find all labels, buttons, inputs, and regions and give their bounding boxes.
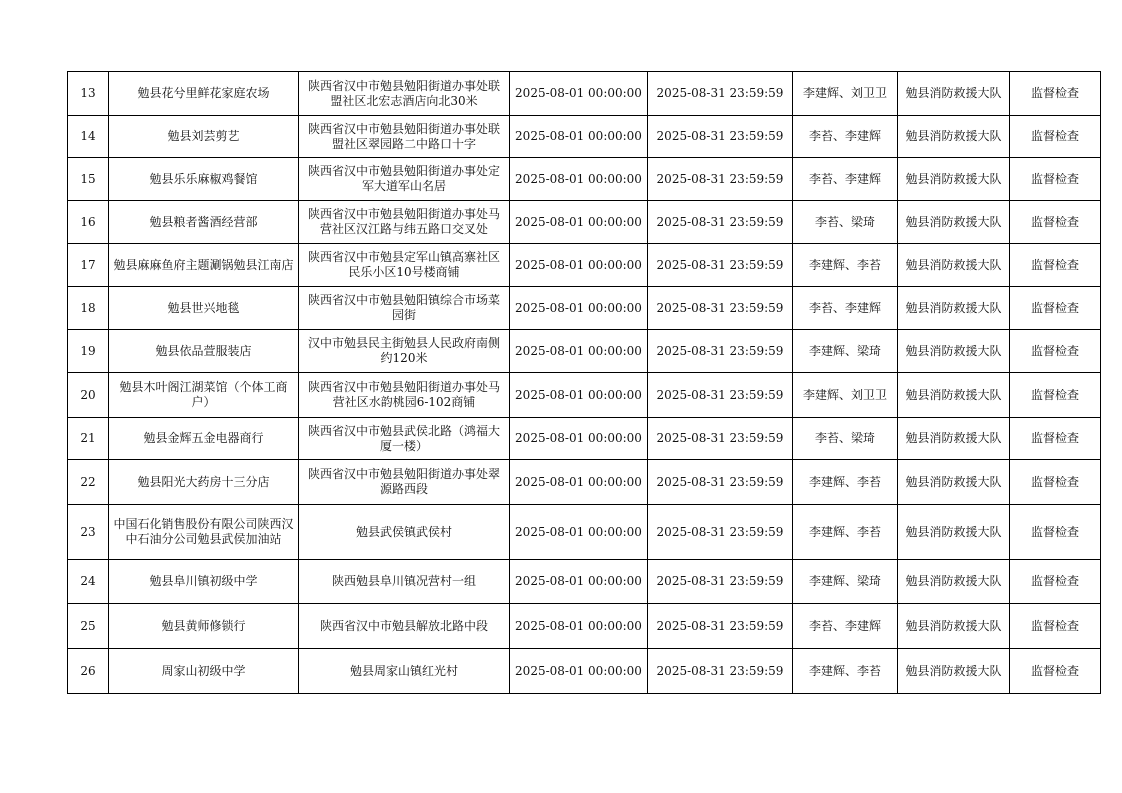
business-address: 陕西省汉中市勉县武侯北路（鸿福大厦一楼） bbox=[299, 418, 510, 460]
row-index: 23 bbox=[68, 505, 109, 560]
inspectors: 李建辉、梁琦 bbox=[793, 560, 898, 604]
row-index: 25 bbox=[68, 604, 109, 649]
inspectors: 李建辉、李苔 bbox=[793, 505, 898, 560]
table-row bbox=[68, 560, 1101, 604]
inspection-type: 监督检查 bbox=[1010, 201, 1101, 244]
business-name: 勉县粮者酱酒经营部 bbox=[109, 201, 299, 244]
business-address: 陕西省汉中市勉县解放北路中段 bbox=[299, 604, 510, 649]
business-address: 陕西省汉中市勉县勉阳街道办事处定军大道军山名居 bbox=[299, 158, 510, 201]
end-time: 2025-08-31 23:59:59 bbox=[648, 560, 793, 604]
inspectors: 李苔、李建辉 bbox=[793, 604, 898, 649]
inspection-type: 监督检查 bbox=[1010, 560, 1101, 604]
row-index: 14 bbox=[68, 116, 109, 158]
inspection-type: 监督检查 bbox=[1010, 373, 1101, 418]
start-time: 2025-08-01 00:00:00 bbox=[510, 116, 648, 158]
inspection-table bbox=[67, 71, 1101, 694]
start-time: 2025-08-01 00:00:00 bbox=[510, 418, 648, 460]
inspectors: 李建辉、李苔 bbox=[793, 244, 898, 287]
inspecting-agency: 勉县消防救援大队 bbox=[898, 505, 1010, 560]
row-index: 26 bbox=[68, 649, 109, 694]
inspectors: 李苔、梁琦 bbox=[793, 418, 898, 460]
end-time: 2025-08-31 23:59:59 bbox=[648, 604, 793, 649]
inspectors: 李建辉、李苔 bbox=[793, 460, 898, 505]
inspectors: 李建辉、刘卫卫 bbox=[793, 373, 898, 418]
business-address: 陕西省汉中市勉县勉阳街道办事处联盟社区北宏志酒店向北30米 bbox=[299, 72, 510, 116]
end-time: 2025-08-31 23:59:59 bbox=[648, 373, 793, 418]
business-address: 陕西省汉中市勉县定军山镇高寨社区民乐小区10号楼商铺 bbox=[299, 244, 510, 287]
end-time: 2025-08-31 23:59:59 bbox=[648, 72, 793, 116]
end-time: 2025-08-31 23:59:59 bbox=[648, 287, 793, 330]
business-name: 勉县世兴地毯 bbox=[109, 287, 299, 330]
row-index: 22 bbox=[68, 460, 109, 505]
inspecting-agency: 勉县消防救援大队 bbox=[898, 330, 1010, 373]
business-address: 陕西省汉中市勉县勉阳街道办事处翠源路西段 bbox=[299, 460, 510, 505]
end-time: 2025-08-31 23:59:59 bbox=[648, 201, 793, 244]
row-index: 13 bbox=[68, 72, 109, 116]
inspectors: 李苔、李建辉 bbox=[793, 287, 898, 330]
table-row bbox=[68, 287, 1101, 330]
inspection-type: 监督检查 bbox=[1010, 244, 1101, 287]
inspecting-agency: 勉县消防救援大队 bbox=[898, 287, 1010, 330]
inspection-type: 监督检查 bbox=[1010, 418, 1101, 460]
row-index: 20 bbox=[68, 373, 109, 418]
end-time: 2025-08-31 23:59:59 bbox=[648, 418, 793, 460]
inspection-type: 监督检查 bbox=[1010, 158, 1101, 201]
inspection-type: 监督检查 bbox=[1010, 649, 1101, 694]
row-index: 18 bbox=[68, 287, 109, 330]
business-address: 陕西省汉中市勉县勉阳街道办事处马营社区汉江路与纬五路口交叉处 bbox=[299, 201, 510, 244]
inspection-type: 监督检查 bbox=[1010, 116, 1101, 158]
row-index: 17 bbox=[68, 244, 109, 287]
business-name: 勉县花兮里鲜花家庭农场 bbox=[109, 72, 299, 116]
inspecting-agency: 勉县消防救援大队 bbox=[898, 244, 1010, 287]
inspecting-agency: 勉县消防救援大队 bbox=[898, 560, 1010, 604]
inspection-type: 监督检查 bbox=[1010, 604, 1101, 649]
start-time: 2025-08-01 00:00:00 bbox=[510, 158, 648, 201]
inspecting-agency: 勉县消防救援大队 bbox=[898, 460, 1010, 505]
business-address: 陕西勉县阜川镇况营村一组 bbox=[299, 560, 510, 604]
inspection-type: 监督检查 bbox=[1010, 460, 1101, 505]
inspecting-agency: 勉县消防救援大队 bbox=[898, 418, 1010, 460]
business-name: 勉县阳光大药房十三分店 bbox=[109, 460, 299, 505]
inspecting-agency: 勉县消防救援大队 bbox=[898, 158, 1010, 201]
start-time: 2025-08-01 00:00:00 bbox=[510, 201, 648, 244]
business-address: 陕西省汉中市勉县勉阳街道办事处马营社区水韵桃园6-102商铺 bbox=[299, 373, 510, 418]
table-row bbox=[68, 373, 1101, 418]
business-address: 陕西省汉中市勉县勉阳镇综合市场菜园街 bbox=[299, 287, 510, 330]
business-address: 勉县周家山镇红光村 bbox=[299, 649, 510, 694]
inspection-type: 监督检查 bbox=[1010, 287, 1101, 330]
row-index: 19 bbox=[68, 330, 109, 373]
end-time: 2025-08-31 23:59:59 bbox=[648, 158, 793, 201]
inspectors: 李苔、李建辉 bbox=[793, 116, 898, 158]
table-row bbox=[68, 649, 1101, 694]
inspection-type: 监督检查 bbox=[1010, 330, 1101, 373]
table-row bbox=[68, 604, 1101, 649]
table-row bbox=[68, 116, 1101, 158]
business-name: 勉县黄师修锁行 bbox=[109, 604, 299, 649]
business-name: 勉县金辉五金电器商行 bbox=[109, 418, 299, 460]
start-time: 2025-08-01 00:00:00 bbox=[510, 244, 648, 287]
business-address: 勉县武侯镇武侯村 bbox=[299, 505, 510, 560]
start-time: 2025-08-01 00:00:00 bbox=[510, 460, 648, 505]
inspecting-agency: 勉县消防救援大队 bbox=[898, 72, 1010, 116]
table-row bbox=[68, 72, 1101, 116]
business-name: 勉县依品萱服装店 bbox=[109, 330, 299, 373]
business-address: 汉中市勉县民主街勉县人民政府南侧约120米 bbox=[299, 330, 510, 373]
inspecting-agency: 勉县消防救援大队 bbox=[898, 116, 1010, 158]
inspectors: 李建辉、李苔 bbox=[793, 649, 898, 694]
row-index: 21 bbox=[68, 418, 109, 460]
table-row bbox=[68, 505, 1101, 560]
business-address: 陕西省汉中市勉县勉阳街道办事处联盟社区翠园路二中路口十字 bbox=[299, 116, 510, 158]
table-row bbox=[68, 244, 1101, 287]
end-time: 2025-08-31 23:59:59 bbox=[648, 649, 793, 694]
end-time: 2025-08-31 23:59:59 bbox=[648, 244, 793, 287]
table-row bbox=[68, 460, 1101, 505]
end-time: 2025-08-31 23:59:59 bbox=[648, 116, 793, 158]
row-index: 15 bbox=[68, 158, 109, 201]
business-name: 勉县阜川镇初级中学 bbox=[109, 560, 299, 604]
row-index: 24 bbox=[68, 560, 109, 604]
business-name: 勉县刘芸剪艺 bbox=[109, 116, 299, 158]
inspecting-agency: 勉县消防救援大队 bbox=[898, 201, 1010, 244]
inspecting-agency: 勉县消防救援大队 bbox=[898, 373, 1010, 418]
inspection-type: 监督检查 bbox=[1010, 505, 1101, 560]
table-row bbox=[68, 201, 1101, 244]
start-time: 2025-08-01 00:00:00 bbox=[510, 72, 648, 116]
start-time: 2025-08-01 00:00:00 bbox=[510, 505, 648, 560]
inspectors: 李苔、梁琦 bbox=[793, 201, 898, 244]
inspection-type: 监督检查 bbox=[1010, 72, 1101, 116]
start-time: 2025-08-01 00:00:00 bbox=[510, 330, 648, 373]
start-time: 2025-08-01 00:00:00 bbox=[510, 560, 648, 604]
end-time: 2025-08-31 23:59:59 bbox=[648, 330, 793, 373]
inspecting-agency: 勉县消防救援大队 bbox=[898, 649, 1010, 694]
inspectors: 李建辉、刘卫卫 bbox=[793, 72, 898, 116]
end-time: 2025-08-31 23:59:59 bbox=[648, 505, 793, 560]
inspectors: 李建辉、梁琦 bbox=[793, 330, 898, 373]
table-body bbox=[68, 72, 1101, 694]
business-name: 周家山初级中学 bbox=[109, 649, 299, 694]
start-time: 2025-08-01 00:00:00 bbox=[510, 373, 648, 418]
start-time: 2025-08-01 00:00:00 bbox=[510, 287, 648, 330]
inspecting-agency: 勉县消防救援大队 bbox=[898, 604, 1010, 649]
business-name: 中国石化销售股份有限公司陕西汉中石油分公司勉县武侯加油站 bbox=[109, 505, 299, 560]
business-name: 勉县麻麻鱼府主题涮锅勉县江南店 bbox=[109, 244, 299, 287]
row-index: 16 bbox=[68, 201, 109, 244]
table-row bbox=[68, 330, 1101, 373]
start-time: 2025-08-01 00:00:00 bbox=[510, 649, 648, 694]
table-row bbox=[68, 418, 1101, 460]
business-name: 勉县木叶阁江湖菜馆（个体工商户） bbox=[109, 373, 299, 418]
inspectors: 李苔、李建辉 bbox=[793, 158, 898, 201]
start-time: 2025-08-01 00:00:00 bbox=[510, 604, 648, 649]
table-row bbox=[68, 158, 1101, 201]
business-name: 勉县乐乐麻椒鸡餐馆 bbox=[109, 158, 299, 201]
end-time: 2025-08-31 23:59:59 bbox=[648, 460, 793, 505]
